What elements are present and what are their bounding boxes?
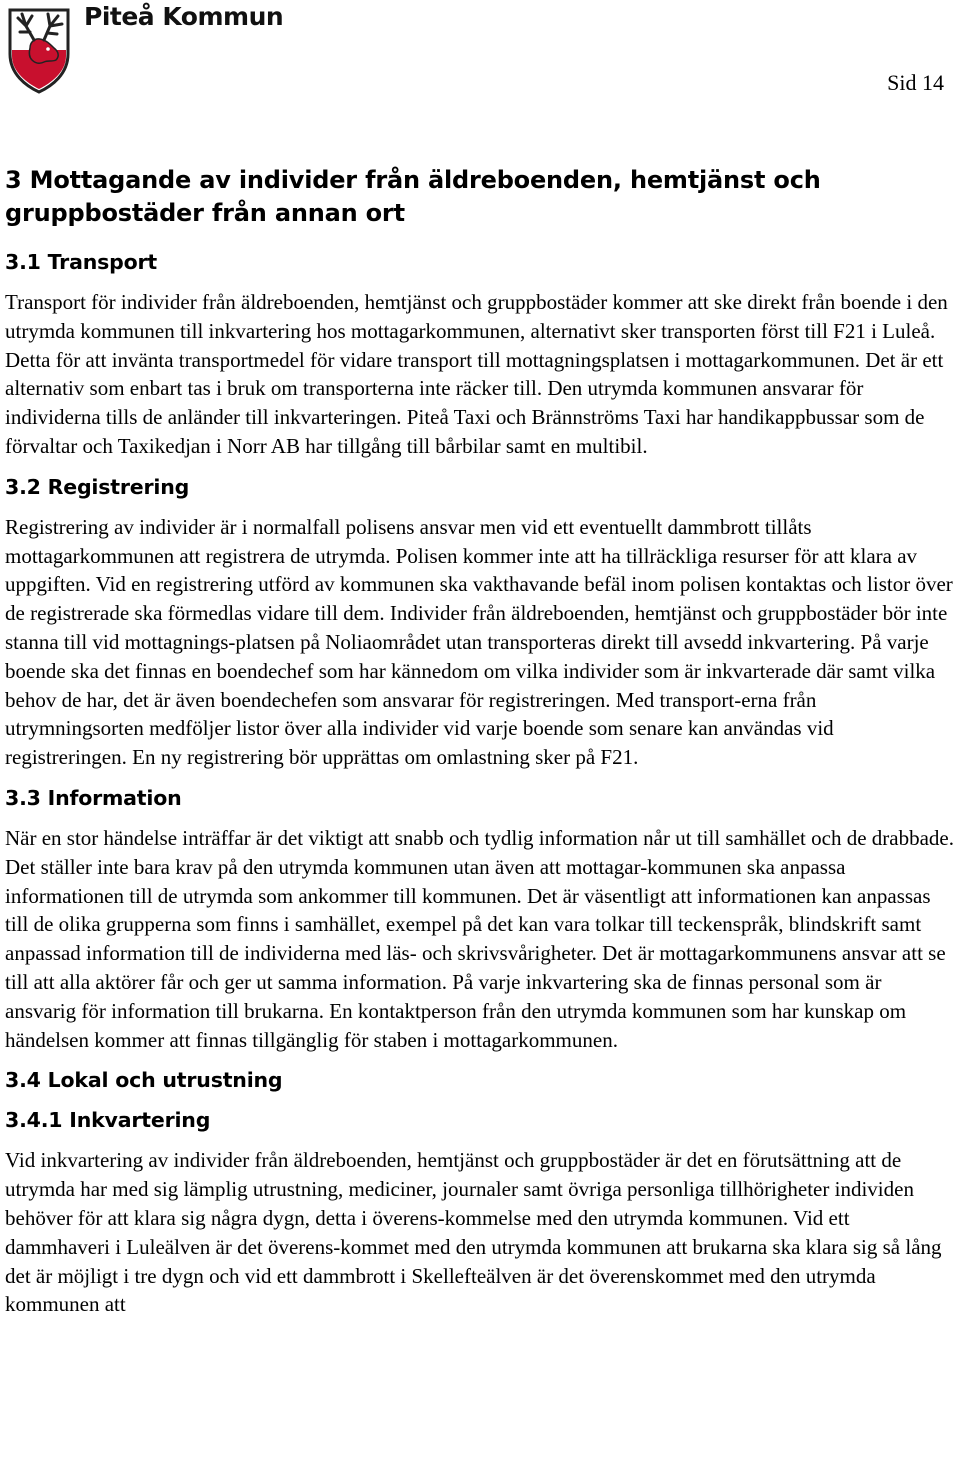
section-3-1-paragraph: Transport för individer från äldreboenden, hemtjänst och gruppbostäder kommer att ske direkt från boende i den utrymda kommunen till inkvartering hos mottagarkommunen, alternativt sker transporten först till F21 i Luleå. Detta för att invänta transportmedel för vidare transport till mottagningsplatsen i mottagarkommunen. Det är ett alternativ som enbart tas i bruk om transporterna inte räcker till. Den utrymda kommunen ansvarar för individerna tills de anländer till inkvarteringen. Piteå Taxi och Brännströms Taxi har handikappbussar som de förvaltar och Taxikedjan i Norr AB har tillgång till bårbilar samt en multibil. — [5, 290, 948, 458]
document-body — [5, 164, 955, 1331]
organization-name: Piteå Kommun — [84, 2, 284, 31]
reindeer-coat-of-arms-icon — [4, 2, 74, 94]
section-3-1-heading: 3.1 Transport — [5, 250, 157, 274]
section-3-4-1-heading: 3.4.1 Inkvartering — [5, 1108, 211, 1133]
section-3-3-heading: 3.3 Information — [5, 785, 182, 810]
section-3-3-paragraph: När en stor händelse inträffar är det viktigt att snabb och tydlig information når ut till samhället och de drabbade. Det ställer inte bara krav på den utrymda kommunen utan även att mottagar-kommunen ska anpassa informationen till de utrymda som ankommer till kommunen. Det är väsentligt att informationen kan anpassas till de olika grupperna som finns i samhället, exempel på det kan vara tolkar till teckenspråk, blindskrift samt anpassad information till de individerna med läs- och skrivsvårigheter. Det är mottagarkommunens ansvar att se till att alla aktörer får och ger ut samma information. På varje inkvartering ska de finnas personal som är ansvarig för information till brukarna. En kontaktperson från den utrymda kommunen som har kunskap om händelsen kommer att finnas tillgänglig för staben i mottagarkommunen. — [5, 825, 954, 1052]
section-3-title: 3 Mottagande av individer från äldreboenden, hemtjänst och gruppbostäder från annan ort — [5, 166, 821, 227]
section-3-4-1-paragraph: Vid inkvartering av individer från äldreboenden, hemtjänst och gruppbostäder är det en förutsättning att de utrymda har med sig lämplig utrustning, mediciner, journaler samt övriga personliga tillhörigheter individen behöver för att klara sig några dygn, detta i överens-kommelse med den utrymda kommunen. Vid ett dammhaveri i Luleälven är det överens-kommet med den utrymda kommunen att brukarna ska klara sig så lång det är möjligt i tre dygn och vid ett dammbrott i Skellefteälven är det överenskommet med den utrymda kommunen att — [5, 1148, 942, 1317]
section-3-2-paragraph: Registrering av individer är i normalfall polisens ansvar men vid ett eventuellt dammbrott tillåts mottagarkommunen att registrera de utrymda. Polisen kommer inte att ha tillräckliga resurser för att klara av uppgiften. Vid en registrering utförd av kommunen ska vakthavande befäl inom polisen kontaktas och listor över de registrerade ska förmedlas vidare till dem. Individer från äldreboenden, hemtjänst och gruppbostäder bör inte stanna till vid mottagnings-platsen på Noliaområdet utan transporteras direkt till avsedd inkvartering. På varje boende ska det finnas en boendechef som har kännedom om vilka individer som är inkvarterade där samt vilka behov de har, det är även boendechefen som ansvarar för registreringen. Med transport-erna från utrymningsorten medföljer listor över alla individer vid varje boende som senare kan användas vid registreringen. En ny registrering bör upprättas om omlastning sker på F21. — [5, 514, 953, 770]
page-number: Sid 14 — [887, 70, 944, 95]
section-3-4-heading: 3.4 Lokal och utrustning — [5, 1068, 283, 1093]
page-header — [0, 0, 960, 110]
section-3-2-heading: 3.2 Registrering — [5, 474, 190, 499]
